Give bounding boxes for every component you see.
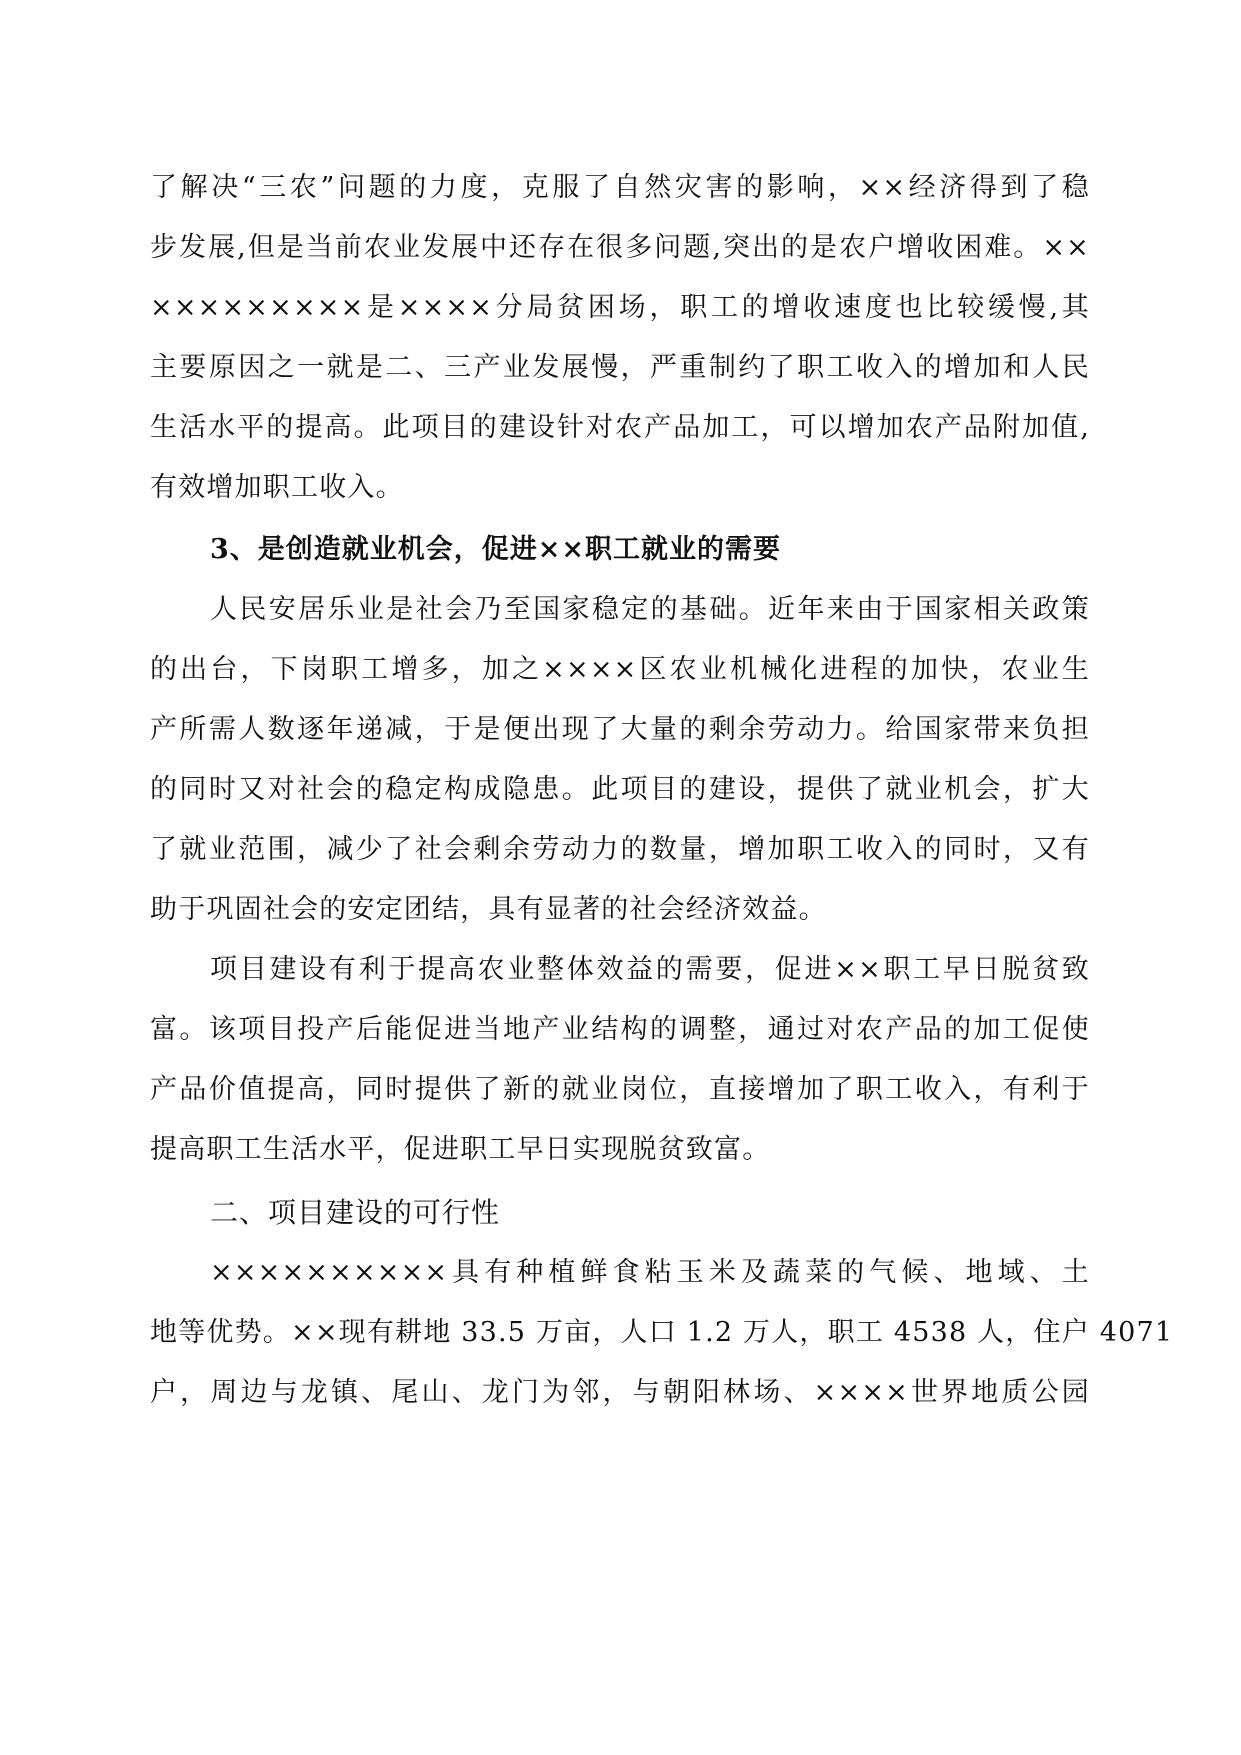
paragraph-line: 提高职工生活水平，促进职工早日实现脱贫致富。	[150, 1134, 771, 1165]
paragraph-line: 产所需人数逐年递减，于是便出现了大量的剩余劳动力。给国家带来负担	[150, 714, 1090, 745]
paragraph-line: 户，周边与龙镇、尾山、龙门为邻，与朝阳林场、××××世界地质公园	[150, 1377, 1090, 1408]
paragraph-line: 的出台，下岗职工增多，加之××××区农业机械化进程的加快，农业生	[150, 654, 1090, 685]
paragraph-line: 了解决“三农”问题的力度，克服了自然灾害的影响，××经济得到了稳	[150, 172, 1090, 203]
paragraph-line: 富。该项目投产后能促进当地产业结构的调整，通过对农产品的加工促使	[150, 1014, 1090, 1045]
paragraph-line: 了就业范围，减少了社会剩余劳动力的数量，增加职工收入的同时，又有	[150, 834, 1090, 865]
paragraph-line: 项目建设有利于提高农业整体效益的需要，促进××职工早日脱贫致	[210, 954, 1090, 985]
paragraph-line: ×××××××××是××××分局贫困场，职工的增收速度也比较缓慢,其	[150, 292, 1090, 323]
paragraph-line: 人民安居乐业是社会乃至国家稳定的基础。近年来由于国家相关政策	[210, 594, 1090, 625]
paragraph-line: 有效增加职工收入。	[150, 472, 404, 503]
paragraph-line: ××××××××××具有种植鲜食粘玉米及蔬菜的气候、地域、土	[210, 1257, 1090, 1288]
paragraph-line: 步发展,但是当前农业发展中还存在很多问题,突出的是农户增收困难。××	[150, 232, 1090, 263]
section-subheading: 3、是创造就业机会，促进××职工就业的需要	[210, 534, 782, 565]
paragraph-line: 地等优势。××现有耕地 33.5 万亩，人口 1.2 万人，职工 4538 人，住户 4071	[150, 1317, 1174, 1348]
paragraph-line: 的同时又对社会的稳定构成隐患。此项目的建设，提供了就业机会，扩大	[150, 774, 1090, 805]
paragraph-line: 生活水平的提高。此项目的建设针对农产品加工，可以增加农产品附加值,	[150, 412, 1090, 443]
paragraph-line: 主要原因之一就是二、三产业发展慢，严重制约了职工收入的增加和人民	[150, 352, 1090, 383]
paragraph-line: 助于巩固社会的安定团结，具有显著的社会经济效益。	[150, 894, 827, 925]
paragraph-line: 产品价值提高，同时提供了新的就业岗位，直接增加了职工收入，有利于	[150, 1074, 1090, 1105]
section-heading: 二、项目建设的可行性	[210, 1196, 501, 1229]
